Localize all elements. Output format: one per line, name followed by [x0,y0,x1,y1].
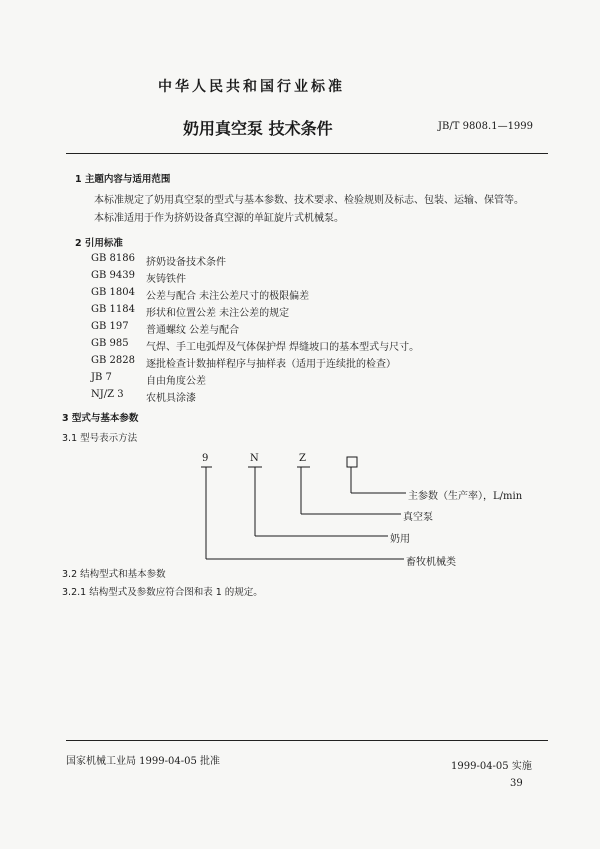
ref-title: 农机具涂漆 [146,393,196,404]
ref-title: 灰铸铁件 [146,274,186,285]
section-1-para-1: 本标准规定了奶用真空泵的型式与基本参数、技术要求、检验规则及标志、包装、运输、保管等。 [94,195,524,206]
ref-title: 挤奶设备技术条件 [146,257,226,268]
ref-code: GB 2828 [91,355,135,366]
ref-code: GB 1184 [91,304,135,315]
ref-title: 自由角度公差 [146,376,206,387]
ref-code: GB 985 [91,338,129,349]
document-title: 奶用真空泵 技术条件 [183,119,333,138]
code-n: N [250,453,259,464]
page-number: 39 [510,778,523,789]
ref-code: NJ/Z 3 [91,389,124,400]
code-9: 9 [202,453,209,464]
label-livestock-machinery: 畜牧机械类 [406,557,456,568]
label-dairy-use: 奶用 [390,534,410,545]
standard-category: 中华人民共和国行业标准 [158,79,345,95]
header-rule [66,153,548,154]
section-2-heading: 2 引用标准 [75,238,123,249]
footer-rule [66,740,548,741]
section-3-heading: 3 型式与基本参数 [62,413,139,424]
ref-title: 普通螺纹 公差与配合 [146,325,240,336]
ref-code: GB 9439 [91,270,135,281]
section-3-2-heading: 3.2 结构型式和基本参数 [62,569,166,580]
section-1-heading: 1 主题内容与适用范围 [75,174,171,185]
section-1-para-2: 本标准适用于作为挤奶设备真空源的单缸旋片式机械泵。 [94,213,344,224]
code-z: Z [299,453,306,464]
ref-title: 形状和位置公差 未注公差的规定 [146,308,290,319]
ref-code: GB 1804 [91,287,135,298]
ref-code: GB 197 [91,321,129,332]
ref-title: 公差与配合 未注公差尺寸的极限偏差 [146,291,310,302]
label-main-parameter: 主参数（生产率），L/min [408,491,523,502]
document-code: JB/T 9808.1—1999 [438,121,534,132]
ref-code: GB 8186 [91,253,135,264]
ref-code: JB 7 [91,372,112,383]
section-3-1-heading: 3.1 型号表示方法 [62,433,138,444]
footer-effective-date: 1999-04-05 实施 [451,761,532,772]
ref-title: 气焊、手工电弧焊及气体保护焊 焊缝坡口的基本型式与尺寸。 [146,342,420,353]
ref-title: 逐批检查计数抽样程序与抽样表（适用于连续批的检查） [146,359,396,370]
label-vacuum-pump: 真空泵 [403,512,433,523]
footer-issuer: 国家机械工业局 1999-04-05 批准 [66,756,221,767]
section-3-2-1-text: 3.2.1 结构型式及参数应符合图和表 1 的规定。 [62,587,263,598]
placeholder-box [347,457,357,467]
